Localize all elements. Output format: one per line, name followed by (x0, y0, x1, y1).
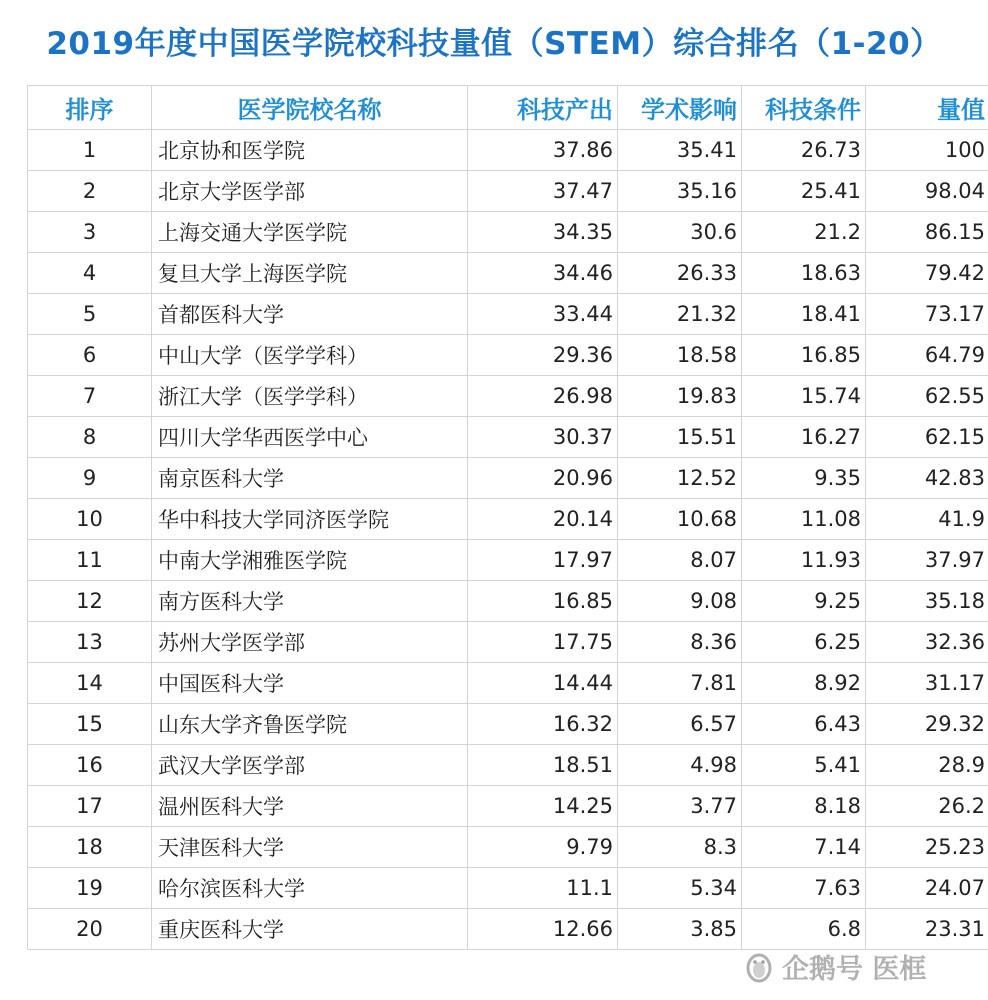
cell-rank: 17 (28, 786, 152, 827)
cell-academic: 7.81 (618, 663, 742, 704)
table-row (28, 253, 988, 294)
cell-rank: 3 (28, 212, 152, 253)
cell-name: 哈尔滨医科大学 (152, 868, 468, 909)
cell-value: 64.79 (866, 335, 988, 376)
cell-name: 中南大学湘雅医学院 (152, 540, 468, 581)
cell-value: 100 (866, 130, 988, 171)
cell-rank: 7 (28, 376, 152, 417)
table-row (28, 171, 988, 212)
cell-name: 武汉大学医学部 (152, 745, 468, 786)
cell-rank: 11 (28, 540, 152, 581)
table-row (28, 458, 988, 499)
cell-output: 26.98 (468, 376, 618, 417)
header-value: 量值 (866, 86, 988, 130)
cell-value: 23.31 (866, 909, 988, 950)
cell-rank: 14 (28, 663, 152, 704)
cell-name: 南京医科大学 (152, 458, 468, 499)
cell-value: 35.18 (866, 581, 988, 622)
cell-academic: 8.3 (618, 827, 742, 868)
table-row (28, 499, 988, 540)
cell-name: 上海交通大学医学院 (152, 212, 468, 253)
cell-rank: 6 (28, 335, 152, 376)
cell-output: 9.79 (468, 827, 618, 868)
cell-academic: 9.08 (618, 581, 742, 622)
cell-output: 17.75 (468, 622, 618, 663)
header-academic: 学术影响 (618, 86, 742, 130)
cell-conditions: 6.8 (742, 909, 866, 950)
cell-conditions: 5.41 (742, 745, 866, 786)
cell-output: 12.66 (468, 909, 618, 950)
cell-name: 中国医科大学 (152, 663, 468, 704)
cell-value: 29.32 (866, 704, 988, 745)
cell-value: 32.36 (866, 622, 988, 663)
cell-academic: 21.32 (618, 294, 742, 335)
cell-rank: 8 (28, 417, 152, 458)
cell-academic: 12.52 (618, 458, 742, 499)
cell-output: 33.44 (468, 294, 618, 335)
cell-name: 华中科技大学同济医学院 (152, 499, 468, 540)
cell-academic: 3.77 (618, 786, 742, 827)
cell-output: 14.44 (468, 663, 618, 704)
cell-output: 20.96 (468, 458, 618, 499)
cell-academic: 35.41 (618, 130, 742, 171)
cell-name: 北京协和医学院 (152, 130, 468, 171)
cell-conditions: 15.74 (742, 376, 866, 417)
cell-academic: 3.85 (618, 909, 742, 950)
cell-value: 41.9 (866, 499, 988, 540)
cell-name: 北京大学医学部 (152, 171, 468, 212)
cell-name: 四川大学华西医学中心 (152, 417, 468, 458)
cell-academic: 10.68 (618, 499, 742, 540)
cell-rank: 12 (28, 581, 152, 622)
cell-academic: 18.58 (618, 335, 742, 376)
cell-rank: 18 (28, 827, 152, 868)
cell-output: 16.85 (468, 581, 618, 622)
header-name: 医学院校名称 (152, 86, 468, 130)
cell-rank: 9 (28, 458, 152, 499)
cell-conditions: 8.92 (742, 663, 866, 704)
cell-rank: 16 (28, 745, 152, 786)
cell-rank: 13 (28, 622, 152, 663)
table-row (28, 909, 988, 950)
cell-value: 98.04 (866, 171, 988, 212)
cell-name: 浙江大学（医学学科） (152, 376, 468, 417)
table-row (28, 704, 988, 745)
header-output: 科技产出 (468, 86, 618, 130)
cell-academic: 15.51 (618, 417, 742, 458)
table-row (28, 745, 988, 786)
cell-conditions: 26.73 (742, 130, 866, 171)
cell-value: 42.83 (866, 458, 988, 499)
cell-academic: 35.16 (618, 171, 742, 212)
cell-conditions: 8.18 (742, 786, 866, 827)
cell-conditions: 6.25 (742, 622, 866, 663)
cell-value: 62.55 (866, 376, 988, 417)
penguin-logo-icon (742, 949, 776, 983)
table-row (28, 376, 988, 417)
cell-name: 重庆医科大学 (152, 909, 468, 950)
cell-value: 79.42 (866, 253, 988, 294)
cell-output: 37.86 (468, 130, 618, 171)
table-row (28, 335, 988, 376)
cell-rank: 10 (28, 499, 152, 540)
cell-name: 首都医科大学 (152, 294, 468, 335)
watermark-text: 企鹅号 医框 (782, 953, 927, 985)
cell-conditions: 18.63 (742, 253, 866, 294)
cell-output: 37.47 (468, 171, 618, 212)
cell-rank: 1 (28, 130, 152, 171)
cell-academic: 5.34 (618, 868, 742, 909)
cell-conditions: 16.27 (742, 417, 866, 458)
table-row (28, 663, 988, 704)
cell-output: 20.14 (468, 499, 618, 540)
cell-conditions: 25.41 (742, 171, 866, 212)
cell-output: 34.35 (468, 212, 618, 253)
cell-value: 26.2 (866, 786, 988, 827)
cell-conditions: 11.93 (742, 540, 866, 581)
table-row (28, 827, 988, 868)
table-row (28, 786, 988, 827)
header-rank: 排序 (28, 86, 152, 130)
cell-output: 14.25 (468, 786, 618, 827)
table-header-row (28, 86, 988, 130)
cell-conditions: 9.25 (742, 581, 866, 622)
cell-value: 37.97 (866, 540, 988, 581)
cell-conditions: 16.85 (742, 335, 866, 376)
cell-conditions: 7.14 (742, 827, 866, 868)
cell-name: 苏州大学医学部 (152, 622, 468, 663)
cell-output: 34.46 (468, 253, 618, 294)
cell-conditions: 11.08 (742, 499, 866, 540)
cell-academic: 19.83 (618, 376, 742, 417)
table-row (28, 417, 988, 458)
cell-academic: 26.33 (618, 253, 742, 294)
table-row (28, 540, 988, 581)
cell-output: 17.97 (468, 540, 618, 581)
cell-rank: 5 (28, 294, 152, 335)
table-row (28, 294, 988, 335)
cell-rank: 19 (28, 868, 152, 909)
cell-conditions: 18.41 (742, 294, 866, 335)
cell-value: 25.23 (866, 827, 988, 868)
cell-conditions: 21.2 (742, 212, 866, 253)
table-row (28, 868, 988, 909)
cell-conditions: 9.35 (742, 458, 866, 499)
cell-output: 29.36 (468, 335, 618, 376)
cell-academic: 8.36 (618, 622, 742, 663)
cell-value: 24.07 (866, 868, 988, 909)
cell-rank: 20 (28, 909, 152, 950)
cell-output: 18.51 (468, 745, 618, 786)
cell-value: 73.17 (866, 294, 988, 335)
cell-value: 28.9 (866, 745, 988, 786)
cell-academic: 8.07 (618, 540, 742, 581)
cell-name: 温州医科大学 (152, 786, 468, 827)
table-row (28, 212, 988, 253)
table-row (28, 622, 988, 663)
cell-conditions: 7.63 (742, 868, 866, 909)
cell-value: 62.15 (866, 417, 988, 458)
cell-name: 中山大学（医学学科） (152, 335, 468, 376)
cell-name: 山东大学齐鲁医学院 (152, 704, 468, 745)
cell-academic: 30.6 (618, 212, 742, 253)
cell-rank: 4 (28, 253, 152, 294)
cell-rank: 15 (28, 704, 152, 745)
ranking-table (27, 85, 988, 950)
cell-name: 复旦大学上海医学院 (152, 253, 468, 294)
table-body (28, 130, 988, 950)
cell-output: 11.1 (468, 868, 618, 909)
cell-academic: 4.98 (618, 745, 742, 786)
table-row (28, 130, 988, 171)
cell-output: 16.32 (468, 704, 618, 745)
cell-value: 31.17 (866, 663, 988, 704)
cell-name: 南方医科大学 (152, 581, 468, 622)
header-conditions: 科技条件 (742, 86, 866, 130)
page-title: 2019年度中国医学院校科技量值（STEM）综合排名（1-20） (46, 26, 942, 62)
cell-conditions: 6.43 (742, 704, 866, 745)
watermark (742, 948, 926, 984)
cell-value: 86.15 (866, 212, 988, 253)
cell-name: 天津医科大学 (152, 827, 468, 868)
cell-output: 30.37 (468, 417, 618, 458)
cell-rank: 2 (28, 171, 152, 212)
cell-academic: 6.57 (618, 704, 742, 745)
table-row (28, 581, 988, 622)
